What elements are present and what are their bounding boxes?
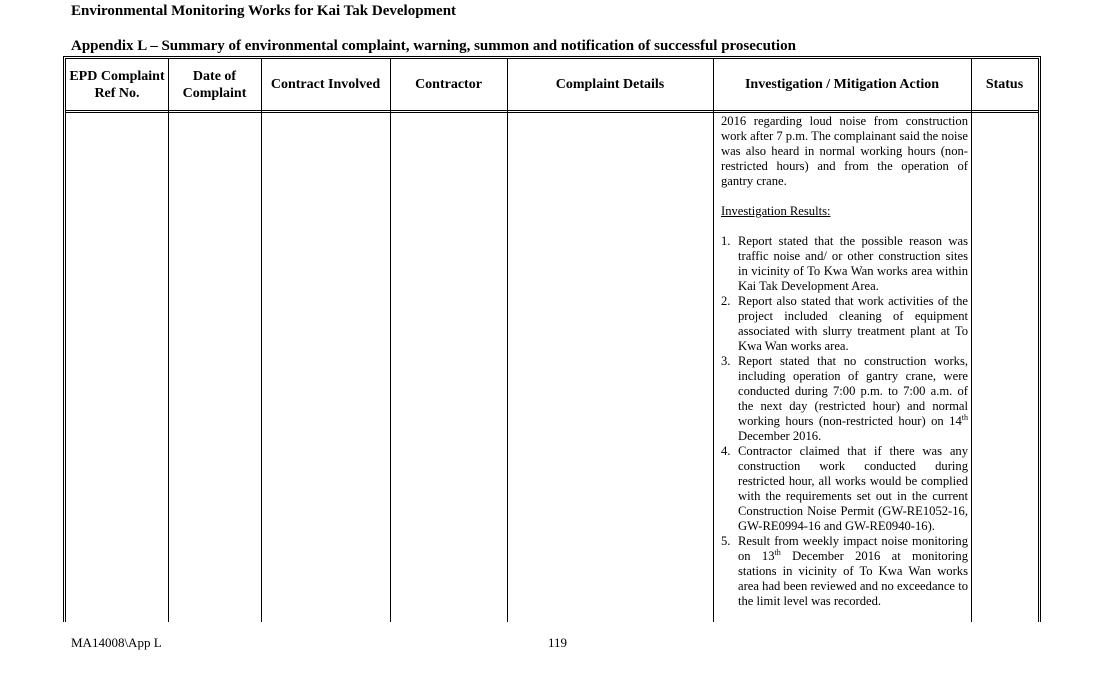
column-divider: [971, 59, 972, 622]
document-title: Environmental Monitoring Works for Kai Tak Development: [71, 3, 457, 19]
column-divider: [507, 59, 508, 622]
header-status: Status: [985, 77, 1024, 92]
header-contract: Contract Involved: [270, 77, 381, 92]
footer-document-ref: MA14008\App L: [71, 635, 162, 650]
list-item: [721, 294, 968, 354]
list-item-number: 4.: [721, 444, 731, 458]
list-item-text: Report stated that the possible reason was traffic noise and/ or other construction sites in vicinity of To Kwa Wan works area within Kai Tak Development Area.: [738, 234, 968, 293]
header-date: Date of Complaint: [182, 68, 247, 101]
list-item-text: Report also stated that work activities of the project included cleaning of equipment associated with slurry treatment plant at To Kwa Wan works area.: [738, 294, 968, 353]
list-item-text: Report stated that no construction works, including operation of gantry crane, were conducted during 7:00 p.m. to 7:00 a.m. of the next day (restricted hour) and normal working hours (non-restricted hour) on 14: [738, 354, 968, 428]
list-item: [721, 354, 968, 444]
column-divider: [261, 59, 262, 622]
appendix-title: Appendix L – Summary of environmental complaint, warning, summon and notification of successful prosecution: [71, 38, 796, 54]
list-item-text-cont: December 2016 at monitoring stations in vicinity of To Kwa Wan works area had been reviewed and no exceedance to the limit level was recorded.: [738, 549, 968, 608]
page-number: 119: [548, 635, 568, 650]
header-contractor: Contractor: [415, 77, 482, 92]
column-divider: [713, 59, 714, 622]
list-item-number: 5.: [721, 534, 731, 548]
column-divider: [390, 59, 391, 622]
column-divider: [168, 59, 169, 622]
table-header-row: [66, 59, 1038, 113]
investigation-results-list: [721, 234, 968, 609]
list-item-text: Contractor claimed that if there was any construction work conducted during restricted hour, all works would be complied with the requirements set out in the current Construction Noise Permit (GW-RE1052-16, GW-RE0994-16 and GW-RE0940-16).: [738, 444, 968, 533]
list-item-number: 2.: [721, 294, 731, 308]
header-epd-ref: EPD Complaint Ref No.: [69, 68, 165, 101]
investigation-cell: [721, 114, 968, 609]
list-item: [721, 534, 968, 609]
list-item-number: 1.: [721, 234, 731, 248]
list-item-number: 3.: [721, 354, 731, 368]
list-item-text: Result from weekly impact noise monitoring on 13: [738, 534, 968, 563]
ordinal-suffix: th: [961, 412, 968, 422]
investigation-intro: 2016 regarding loud noise from construction work after 7 p.m. The complainant said the noise was also heard in normal working hours (non-restricted hours) and from the operation of gantry crane.: [721, 114, 968, 188]
header-complaint-details: Complaint Details: [555, 77, 665, 92]
investigation-results-heading: Investigation Results:: [721, 204, 831, 218]
complaint-table: [63, 56, 1041, 622]
list-item: [721, 444, 968, 534]
ordinal-suffix: th: [774, 547, 781, 557]
list-item-text-cont: December 2016.: [738, 429, 822, 443]
header-investigation: Investigation / Mitigation Action: [744, 77, 940, 92]
list-item: [721, 234, 968, 294]
